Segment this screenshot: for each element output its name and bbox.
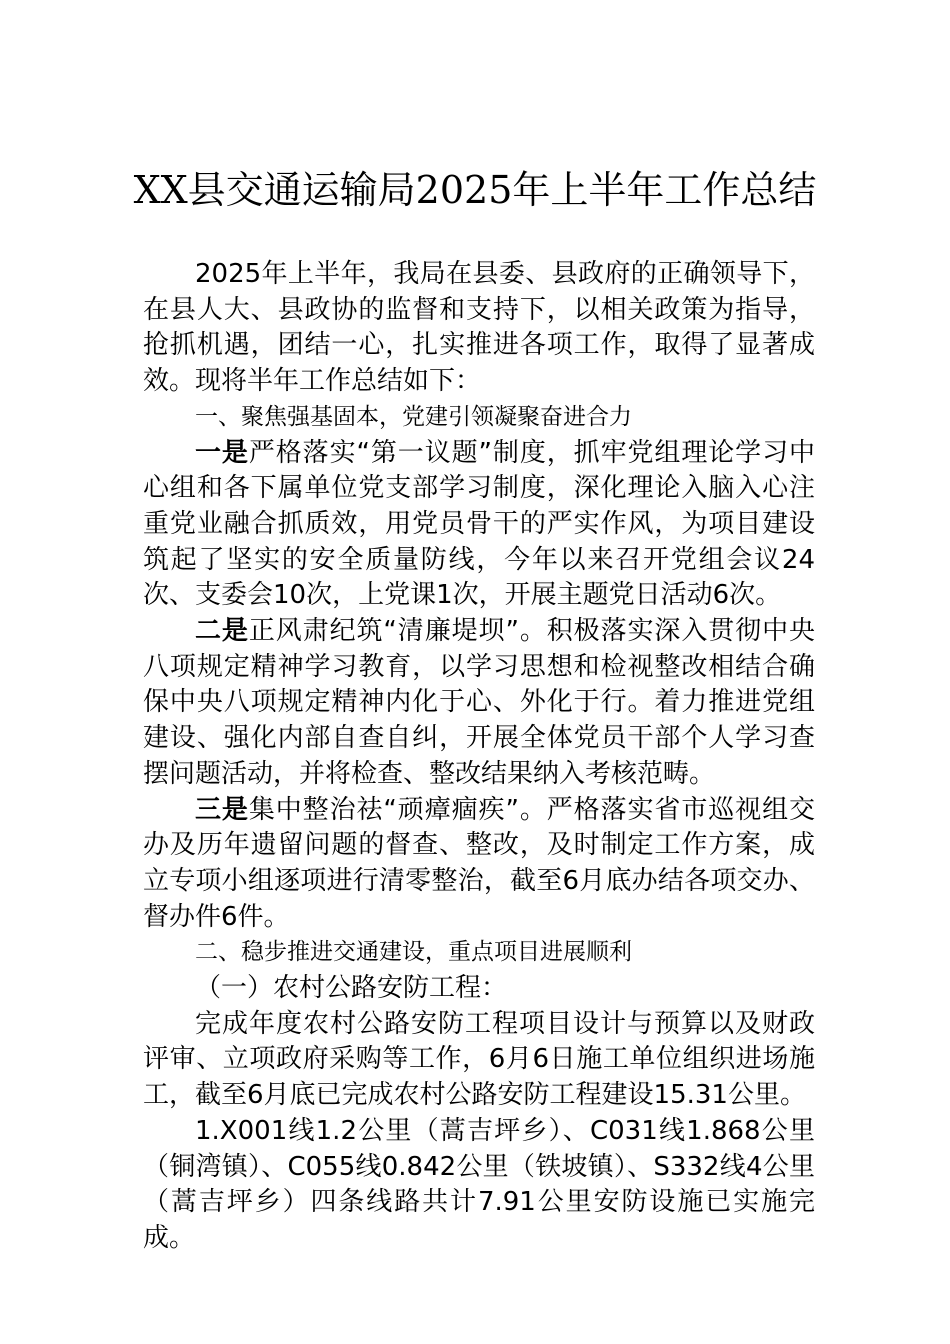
party-item-1-lead: 一是 [195, 437, 249, 468]
party-item-2 [143, 614, 815, 793]
section-heading-2: 二、稳步推进交通建设，重点项目进展顺利 [195, 939, 632, 966]
subsection-heading-1: （一）农村公路安防工程： [195, 973, 508, 1004]
section-heading-1: 一、聚焦强基固本，党建引领凝聚奋进合力 [195, 403, 632, 430]
document-body [143, 257, 815, 1257]
party-item-1-text: 严格落实“第一议题”制度，抓牢党组理论学习中心组和各下属单位党支部学习制度，深化理论入脑入心注重党业融合抓质效，用党员骨干的严实作风，为项目建设筑起了坚实的安全质量防线，今年以来召开党组会议24次、支委会10次，上党课1次，开展主题党日活动6次。 [143, 437, 815, 611]
subsection-1-item-1: 1.X001线1.2公里（蒿吉坪乡）、C031线1.868公里（铜湾镇）、C055线0.842公里（铁坡镇）、S332线4公里（蒿吉坪乡）四条线路共计7.91公里安防设施已实施完成。 [143, 1115, 815, 1253]
party-item-3 [143, 793, 815, 936]
document-title: XX县交通运输局2025年上半年工作总结 [133, 168, 817, 212]
party-item-2-lead: 二是 [195, 616, 249, 647]
party-item-1 [143, 436, 815, 615]
intro-paragraph: 2025年上半年，我局在县委、县政府的正确领导下，在县人大、县政协的监督和支持下，以相关政策为指导，抢抓机遇，团结一心，扎实推进各项工作，取得了显著成效。现将半年工作总结如下： [143, 259, 815, 397]
subsection-1-paragraph: 完成年度农村公路安防工程项目设计与预算以及财政评审、立项政府采购等工作，6月6日施工单位组织进场施工，截至6月底已完成农村公路安防工程建设15.31公里。 [143, 1008, 815, 1111]
party-item-3-text: 集中整治祛“顽瘴痼疾”。严格落实省市巡视组交办及历年遗留问题的督查、整改，及时制定工作方案，成立专项小组逐项进行清零整治，截至6月底办结各项交办、督办件6件。 [143, 794, 815, 932]
party-item-2-text: 正风肃纪筑“清廉堤坝”。积极落实深入贯彻中央八项规定精神学习教育，以学习思想和检视整改相结合确保中央八项规定精神内化于心、外化于行。着力推进党组建设、强化内部自查自纠，开展全体党员干部个人学习查摆问题活动，并将检查、整改结果纳入考核范畴。 [143, 616, 815, 789]
party-item-3-lead: 三是 [195, 794, 249, 825]
